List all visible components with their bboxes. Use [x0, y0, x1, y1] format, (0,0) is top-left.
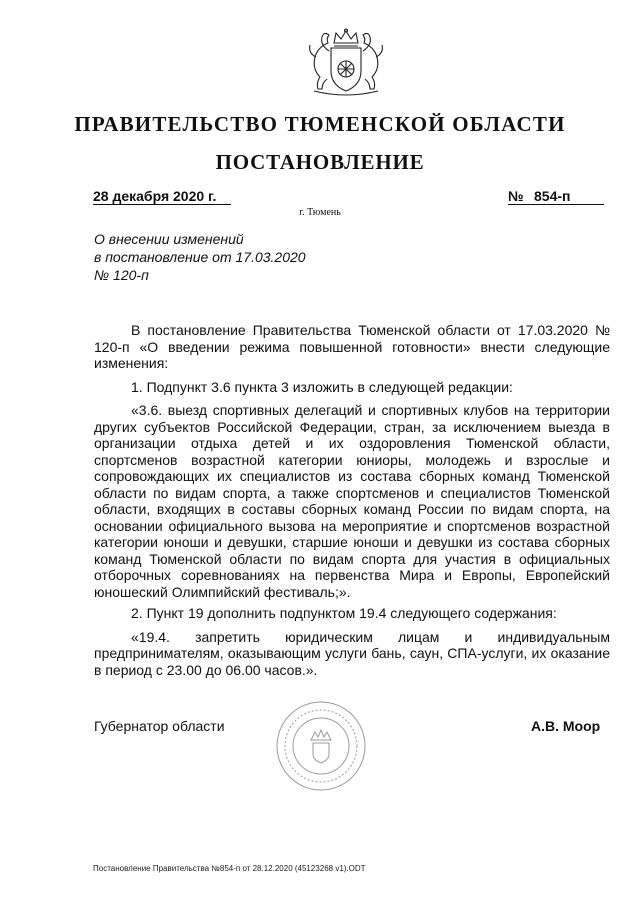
- number-sign: №: [508, 188, 524, 204]
- item-2-paragraph: 2. Пункт 19 дополнить подпунктом 19.4 следующего содержания:: [131, 605, 557, 621]
- item-1-paragraph: 1. Подпункт 3.6 пункта 3 изложить в следующей редакции:: [131, 378, 513, 395]
- intro-paragraph: В постановление Правительства Тюменской области от 17.03.2020 № 120-п «О введении режима повышенной готовности» внести следующие изменения:: [94, 322, 610, 371]
- coat-of-arms-icon: [300, 27, 392, 99]
- document-date: 28 декабря 2020 г.: [93, 188, 217, 204]
- document-subject: [94, 230, 354, 284]
- government-title: ПРАВИТЕЛЬСТВО ТЮМЕНСКОЙ ОБЛАСТИ: [74, 112, 566, 136]
- subject-line: О внесении изменений: [94, 231, 244, 247]
- quoted-subclause-3-6: «3.6. выезд спортивных делегаций и спортивных клубов на территории других субъектов Российской Федерации, стран, за исключением выезда в организации отдыха детей и их оздоровления Тюменской области, спортсменов возрастной категории юниоры, молодежь и взрослые и сопровождающих их специалистов из состава сборных команд Тюменской области по видам спорта, а также спортсменов и специалистов Тюменской области, входящих в составы сборных команд России по видам спорта, на основании официального вызова на мероприятие и спортсменов возрастной категории юноши и девушки, старшие юноши и девушки из состава сборных команд Тюменской области по видам спорта для участия в официальных отборочных соревнованиях на первенства Мира и Европы, Европейский юношеский Олимпийский фестиваль;».: [94, 402, 610, 600]
- subject-line: в постановление от 17.03.2020: [94, 249, 306, 265]
- signatory-title: Губернатор области: [94, 718, 225, 734]
- document-type-title: ПОСТАНОВЛЕНИЕ: [215, 150, 425, 174]
- date-underline: [93, 204, 231, 205]
- document-footer: Постановление Правительства №854-п от 28.12.2020 (45123268 v1).ODT: [93, 864, 366, 873]
- document-number-block: [508, 188, 570, 204]
- official-seal-icon: [275, 700, 367, 792]
- city-label: г. Тюмень: [299, 207, 341, 218]
- signatory-name: А.В. Моор: [531, 718, 601, 734]
- quoted-subclause-19-4: «19.4. запретить юридическим лицам и индивидуальным предпринимателям, оказывающим услуги бань, саун, СПА-услуги, их оказание в период с 23.00 до 06.00 часов.».: [94, 628, 610, 678]
- subject-line: № 120-п: [94, 267, 149, 283]
- document-body: [94, 322, 610, 685]
- number-underline: [508, 204, 604, 205]
- document-number: 854-п: [534, 188, 571, 204]
